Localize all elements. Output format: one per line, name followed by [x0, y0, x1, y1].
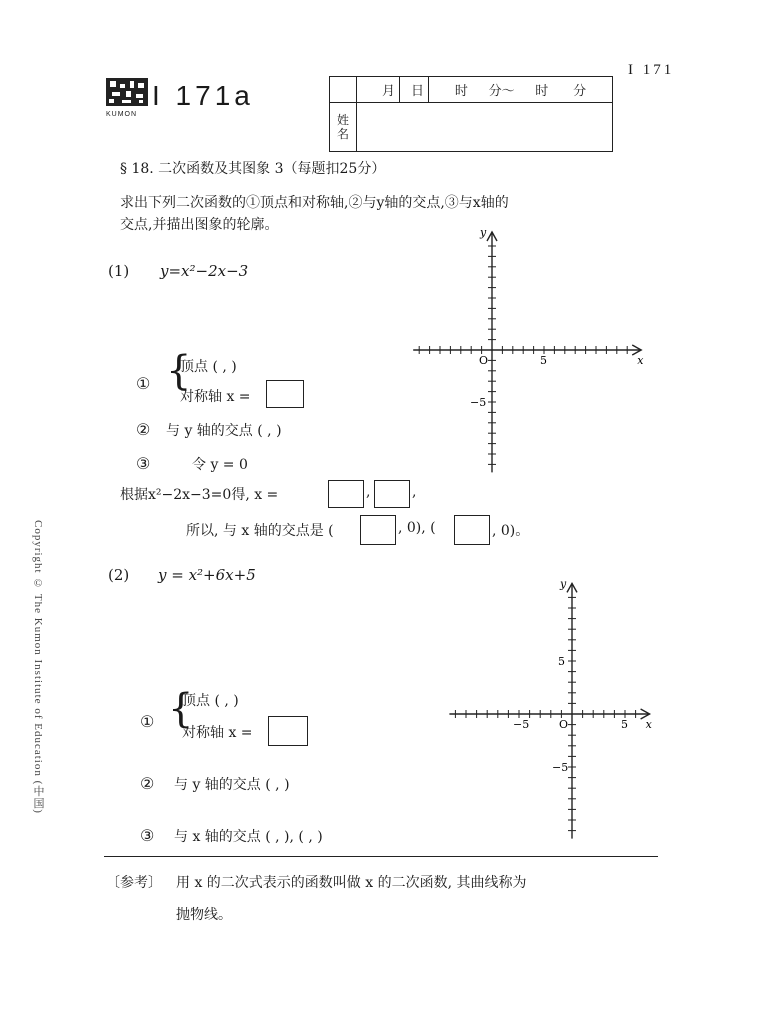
p1-vertex: 顶点 ( , ) [180, 359, 237, 375]
day-label: 日 [400, 77, 429, 103]
p1-pair-mid: , 0), ( [398, 520, 436, 536]
problem1-equation: y=x²−2x−3 [160, 262, 249, 280]
time-start-cell [429, 77, 613, 103]
graph1-x-label: x [637, 354, 644, 367]
graph1 [408, 228, 648, 480]
p1-y-intercept: 与 y 轴的交点 ( , ) [166, 423, 282, 439]
p2-vertex: 顶点 ( , ) [182, 693, 239, 709]
p1-axis-answer-box[interactable] [264, 380, 306, 408]
minute2-label: 分 [573, 84, 587, 99]
problem2-label: (2) [108, 566, 130, 584]
hour2-label: 时 [535, 84, 549, 99]
instructions-line2: 交点,并描出图象的轮廓。 [120, 217, 279, 233]
graph2-y-tick-label-neg5: −5 [552, 761, 569, 774]
note-label: 〔参考〕 [106, 875, 162, 891]
p1-solve-prefix: 根据x²−2x−3=0得, x = [120, 487, 279, 503]
p1-so-prefix: 所以, 与 x 轴的交点是 ( [186, 523, 334, 539]
p1-comma: , [366, 484, 371, 500]
p1-xint1-box[interactable] [358, 515, 398, 545]
p1-comma2: , [412, 484, 417, 500]
p2-item3-marker: ③ [140, 826, 155, 845]
p1-root2-box[interactable] [372, 480, 412, 508]
kumon-logo-icon [106, 78, 148, 112]
p2-x-intercept: 与 x 轴的交点 ( , ), ( , ) [174, 829, 323, 845]
p2-item1-marker: ① [140, 712, 155, 731]
p1-let-y: 令 y = 0 [192, 457, 248, 473]
note-line1: 用 x 的二次式表示的函数叫做 x 的二次函数, 其曲线称为 [176, 875, 527, 891]
graph1-x-tick-label-5: 5 [540, 354, 547, 367]
p1-xint2-box[interactable] [452, 515, 492, 545]
graph1-origin-label: O [479, 354, 489, 367]
graph1-y-tick-label-neg5: −5 [470, 396, 487, 409]
graph2-x-label: x [645, 718, 652, 731]
name-field[interactable] [357, 103, 613, 152]
name-label: 姓 名 [330, 103, 357, 152]
p2-item2-marker: ② [140, 774, 155, 793]
p1-pair-end: , 0)。 [492, 523, 530, 539]
note-line2: 抛物线。 [176, 907, 232, 923]
graph2-x-tick-label-5: 5 [621, 718, 628, 731]
p1-item2-marker: ② [136, 420, 151, 439]
p1-item1-marker: ① [136, 374, 151, 393]
minute-label: 分〜 [488, 84, 515, 99]
page-number: I 171 [628, 62, 675, 78]
graph1-y-label: y [480, 228, 487, 239]
instructions-line1: 求出下列二次函数的①顶点和对称轴,②与y轴的交点,③与x轴的 [120, 195, 509, 211]
p2-brace: { [168, 686, 194, 732]
problem2-equation: y = x²+6x+5 [158, 566, 256, 584]
p2-axis-answer-box[interactable] [266, 716, 310, 746]
p1-axis: 对称轴 x = [180, 389, 251, 405]
copyright-sidebar: Copyright © The Kumon Institute of Education (中国) [32, 520, 44, 814]
graph2-y-tick-label-5: 5 [558, 655, 565, 668]
month-label: 月 [357, 77, 400, 103]
hour-label: 时 [454, 84, 468, 99]
p1-item3-marker: ③ [136, 454, 151, 473]
p1-brace: { [166, 348, 192, 394]
p1-root1-box[interactable] [326, 480, 366, 508]
graph2-y-label: y [560, 577, 567, 591]
p2-y-intercept: 与 y 轴的交点 ( , ) [174, 777, 290, 793]
date-name-table [329, 76, 613, 152]
section-title: § 18. 二次函数及其图象 3（每题扣25分） [120, 161, 386, 177]
graph2-origin-label: O [559, 718, 569, 731]
p2-axis: 对称轴 x = [182, 725, 253, 741]
graph2 [446, 568, 660, 840]
problem1-label: (1) [108, 262, 130, 280]
graph2-x-tick-label-neg5: −5 [513, 718, 530, 731]
logo-text: KUMON [106, 111, 138, 118]
note-divider [104, 856, 658, 857]
worksheet-code: I 171a [152, 80, 254, 111]
